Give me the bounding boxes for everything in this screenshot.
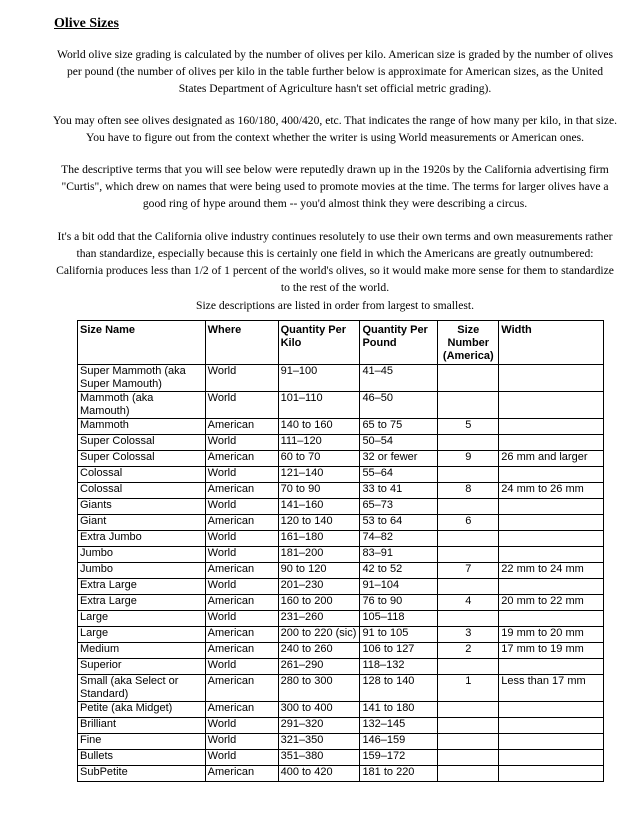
- cell-per-kilo: 141–160: [278, 499, 360, 515]
- cell-where: World: [205, 531, 278, 547]
- cell-size-number: [438, 750, 499, 766]
- table-row: [78, 483, 604, 499]
- cell-where: American: [205, 419, 278, 435]
- cell-size-name: Super Colossal: [78, 451, 206, 467]
- cell-width: [499, 547, 604, 563]
- table-row: [78, 595, 604, 611]
- order-note-paragraph: Size descriptions are listed in order from largest to smallest.: [196, 299, 474, 312]
- intro-paragraph: World olive size grading is calculated by the number of olives per kilo. American size is graded by the number of olives per pound (the number of olives per kilo in the table further below is approximate for American sizes, as the United States Department of Agriculture hasn't set official metric grading).: [56, 48, 614, 95]
- header-width: Width: [499, 321, 604, 365]
- table-row: [78, 451, 604, 467]
- table-row: [78, 734, 604, 750]
- cell-where: World: [205, 365, 278, 392]
- cell-per-kilo: 321–350: [278, 734, 360, 750]
- table-row: [78, 563, 604, 579]
- cell-per-kilo: 181–200: [278, 547, 360, 563]
- cell-size-number: 8: [438, 483, 499, 499]
- designation-paragraph: You may often see olives designated as 160/180, 400/420, etc. That indicates the range of how many per kilo, in that size. You have to figure out from the context whether the writer is using World measurements or American ones.: [52, 114, 617, 144]
- cell-per-kilo: 351–380: [278, 750, 360, 766]
- table-row: [78, 499, 604, 515]
- cell-size-name: Large: [78, 627, 206, 643]
- cell-size-number: [438, 435, 499, 451]
- table-row: [78, 611, 604, 627]
- cell-where: World: [205, 392, 278, 419]
- cell-per-pound: 181 to 220: [360, 766, 438, 782]
- cell-size-number: 6: [438, 515, 499, 531]
- cell-size-number: [438, 365, 499, 392]
- cell-size-name: SubPetite: [78, 766, 206, 782]
- cell-where: American: [205, 563, 278, 579]
- cell-where: World: [205, 659, 278, 675]
- olive-size-table: [77, 320, 604, 782]
- cell-per-pound: 128 to 140: [360, 675, 438, 702]
- cell-width: [499, 659, 604, 675]
- page-title: Olive Sizes: [54, 16, 119, 31]
- header-size-number: Size Number (America): [438, 321, 499, 365]
- cell-per-kilo: 240 to 260: [278, 643, 360, 659]
- cell-width: 24 mm to 26 mm: [499, 483, 604, 499]
- cell-size-number: [438, 579, 499, 595]
- cell-per-pound: 55–64: [360, 467, 438, 483]
- cell-size-name: Superior: [78, 659, 206, 675]
- cell-size-name: Petite (aka Midget): [78, 702, 206, 718]
- cell-per-pound: 159–172: [360, 750, 438, 766]
- cell-per-kilo: 160 to 200: [278, 595, 360, 611]
- cell-size-number: [438, 547, 499, 563]
- cell-width: [499, 611, 604, 627]
- cell-width: [499, 515, 604, 531]
- cell-size-name: Mammoth: [78, 419, 206, 435]
- cell-per-kilo: 60 to 70: [278, 451, 360, 467]
- cell-per-pound: 118–132: [360, 659, 438, 675]
- cell-width: [499, 419, 604, 435]
- cell-width: [499, 750, 604, 766]
- table-row: [78, 467, 604, 483]
- cell-size-number: [438, 766, 499, 782]
- header-size-name: Size Name: [78, 321, 206, 365]
- cell-per-pound: 141 to 180: [360, 702, 438, 718]
- cell-where: World: [205, 611, 278, 627]
- cell-size-number: [438, 734, 499, 750]
- cell-where: American: [205, 643, 278, 659]
- cell-where: World: [205, 734, 278, 750]
- cell-where: World: [205, 750, 278, 766]
- cell-where: World: [205, 499, 278, 515]
- table-row: [78, 766, 604, 782]
- cell-per-pound: 91 to 105: [360, 627, 438, 643]
- cell-size-number: [438, 392, 499, 419]
- cell-where: American: [205, 627, 278, 643]
- cell-size-number: 3: [438, 627, 499, 643]
- cell-width: [499, 734, 604, 750]
- cell-per-kilo: 70 to 90: [278, 483, 360, 499]
- table-row: [78, 675, 604, 702]
- table-row: [78, 365, 604, 392]
- cell-per-kilo: 261–290: [278, 659, 360, 675]
- cell-width: [499, 499, 604, 515]
- cell-per-pound: 83–91: [360, 547, 438, 563]
- cell-per-pound: 42 to 52: [360, 563, 438, 579]
- cell-size-name: Bullets: [78, 750, 206, 766]
- cell-per-kilo: 120 to 140: [278, 515, 360, 531]
- cell-width: [499, 766, 604, 782]
- table-row: [78, 702, 604, 718]
- cell-size-name: Small (aka Select or Standard): [78, 675, 206, 702]
- header-quantity-per-pound: Quantity Per Pound: [360, 321, 438, 365]
- cell-size-number: [438, 499, 499, 515]
- cell-where: World: [205, 718, 278, 734]
- cell-where: American: [205, 515, 278, 531]
- cell-per-pound: 65 to 75: [360, 419, 438, 435]
- cell-per-pound: 76 to 90: [360, 595, 438, 611]
- cell-per-kilo: 300 to 400: [278, 702, 360, 718]
- cell-size-name: Super Mammoth (aka Super Mamouth): [78, 365, 206, 392]
- cell-size-number: [438, 702, 499, 718]
- cell-size-number: 7: [438, 563, 499, 579]
- california-paragraph: It's a bit odd that the California olive industry continues resolutely to use their own terms and own measurements rather than standardize, especially because this is certainly one field in which the Americans are greatly outnumbered: California produces less than 1/2 of 1 percent of the world's olives, so it would make more sense for them to standardize to the rest of the world.: [56, 230, 614, 294]
- terms-history-paragraph: The descriptive terms that you will see below were reputedly drawn up in the 1920s by the California advertising firm "Curtis", which drew on names that were being used to promote movies at the time. The terms for larger olives have a good ring of hype around them -- you'd almost think they were describing a circus.: [61, 163, 609, 210]
- cell-size-name: Colossal: [78, 467, 206, 483]
- cell-per-kilo: 280 to 300: [278, 675, 360, 702]
- header-quantity-per-kilo: Quantity Per Kilo: [278, 321, 360, 365]
- cell-per-kilo: 201–230: [278, 579, 360, 595]
- cell-per-kilo: 140 to 160: [278, 419, 360, 435]
- cell-per-kilo: 90 to 120: [278, 563, 360, 579]
- cell-size-name: Fine: [78, 734, 206, 750]
- cell-per-pound: 32 or fewer: [360, 451, 438, 467]
- cell-size-name: Brilliant: [78, 718, 206, 734]
- cell-size-number: 5: [438, 419, 499, 435]
- cell-width: [499, 531, 604, 547]
- cell-where: World: [205, 579, 278, 595]
- cell-width: 20 mm to 22 mm: [499, 595, 604, 611]
- cell-per-kilo: 400 to 420: [278, 766, 360, 782]
- cell-size-number: [438, 659, 499, 675]
- cell-size-name: Extra Jumbo: [78, 531, 206, 547]
- cell-size-name: Colossal: [78, 483, 206, 499]
- cell-size-number: 9: [438, 451, 499, 467]
- table-row: [78, 531, 604, 547]
- cell-where: World: [205, 467, 278, 483]
- cell-where: American: [205, 595, 278, 611]
- table-row: [78, 547, 604, 563]
- cell-per-pound: 53 to 64: [360, 515, 438, 531]
- cell-per-pound: 33 to 41: [360, 483, 438, 499]
- cell-size-name: Jumbo: [78, 563, 206, 579]
- cell-where: American: [205, 451, 278, 467]
- cell-size-number: [438, 531, 499, 547]
- cell-per-kilo: 111–120: [278, 435, 360, 451]
- cell-width: 22 mm to 24 mm: [499, 563, 604, 579]
- cell-where: World: [205, 435, 278, 451]
- table-row: [78, 627, 604, 643]
- cell-size-name: Extra Large: [78, 579, 206, 595]
- table-body: [78, 365, 604, 782]
- cell-size-name: Giant: [78, 515, 206, 531]
- table-row: [78, 515, 604, 531]
- cell-per-kilo: 200 to 220 (sic): [278, 627, 360, 643]
- cell-per-pound: 74–82: [360, 531, 438, 547]
- cell-size-number: 2: [438, 643, 499, 659]
- table-row: [78, 718, 604, 734]
- cell-width: 26 mm and larger: [499, 451, 604, 467]
- cell-width: [499, 392, 604, 419]
- cell-per-pound: 106 to 127: [360, 643, 438, 659]
- table-row: [78, 643, 604, 659]
- cell-per-kilo: 91–100: [278, 365, 360, 392]
- cell-where: World: [205, 547, 278, 563]
- cell-width: [499, 718, 604, 734]
- header-where: Where: [205, 321, 278, 365]
- cell-per-kilo: 161–180: [278, 531, 360, 547]
- table-header-row: [78, 321, 604, 365]
- cell-size-name: Extra Large: [78, 595, 206, 611]
- cell-size-number: 1: [438, 675, 499, 702]
- cell-size-name: Large: [78, 611, 206, 627]
- cell-per-kilo: 231–260: [278, 611, 360, 627]
- table-row: [78, 659, 604, 675]
- cell-per-pound: 132–145: [360, 718, 438, 734]
- cell-per-kilo: 291–320: [278, 718, 360, 734]
- cell-per-kilo: 101–110: [278, 392, 360, 419]
- cell-size-number: 4: [438, 595, 499, 611]
- table-row: [78, 392, 604, 419]
- cell-size-number: [438, 718, 499, 734]
- cell-width: 19 mm to 20 mm: [499, 627, 604, 643]
- cell-where: American: [205, 483, 278, 499]
- cell-width: [499, 467, 604, 483]
- table-row: [78, 579, 604, 595]
- cell-width: 17 mm to 19 mm: [499, 643, 604, 659]
- cell-per-pound: 146–159: [360, 734, 438, 750]
- cell-size-name: Jumbo: [78, 547, 206, 563]
- cell-size-name: Medium: [78, 643, 206, 659]
- table-row: [78, 419, 604, 435]
- cell-where: American: [205, 702, 278, 718]
- cell-where: American: [205, 766, 278, 782]
- cell-per-pound: 46–50: [360, 392, 438, 419]
- cell-per-pound: 41–45: [360, 365, 438, 392]
- cell-where: American: [205, 675, 278, 702]
- cell-size-number: [438, 467, 499, 483]
- cell-size-number: [438, 611, 499, 627]
- cell-width: [499, 365, 604, 392]
- cell-width: [499, 435, 604, 451]
- cell-width: [499, 702, 604, 718]
- cell-per-pound: 91–104: [360, 579, 438, 595]
- cell-per-kilo: 121–140: [278, 467, 360, 483]
- cell-per-pound: 65–73: [360, 499, 438, 515]
- cell-per-pound: 105–118: [360, 611, 438, 627]
- table-row: [78, 435, 604, 451]
- cell-per-pound: 50–54: [360, 435, 438, 451]
- cell-size-name: Super Colossal: [78, 435, 206, 451]
- cell-width: Less than 17 mm: [499, 675, 604, 702]
- cell-size-name: Mammoth (aka Mamouth): [78, 392, 206, 419]
- cell-width: [499, 579, 604, 595]
- table-row: [78, 750, 604, 766]
- cell-size-name: Giants: [78, 499, 206, 515]
